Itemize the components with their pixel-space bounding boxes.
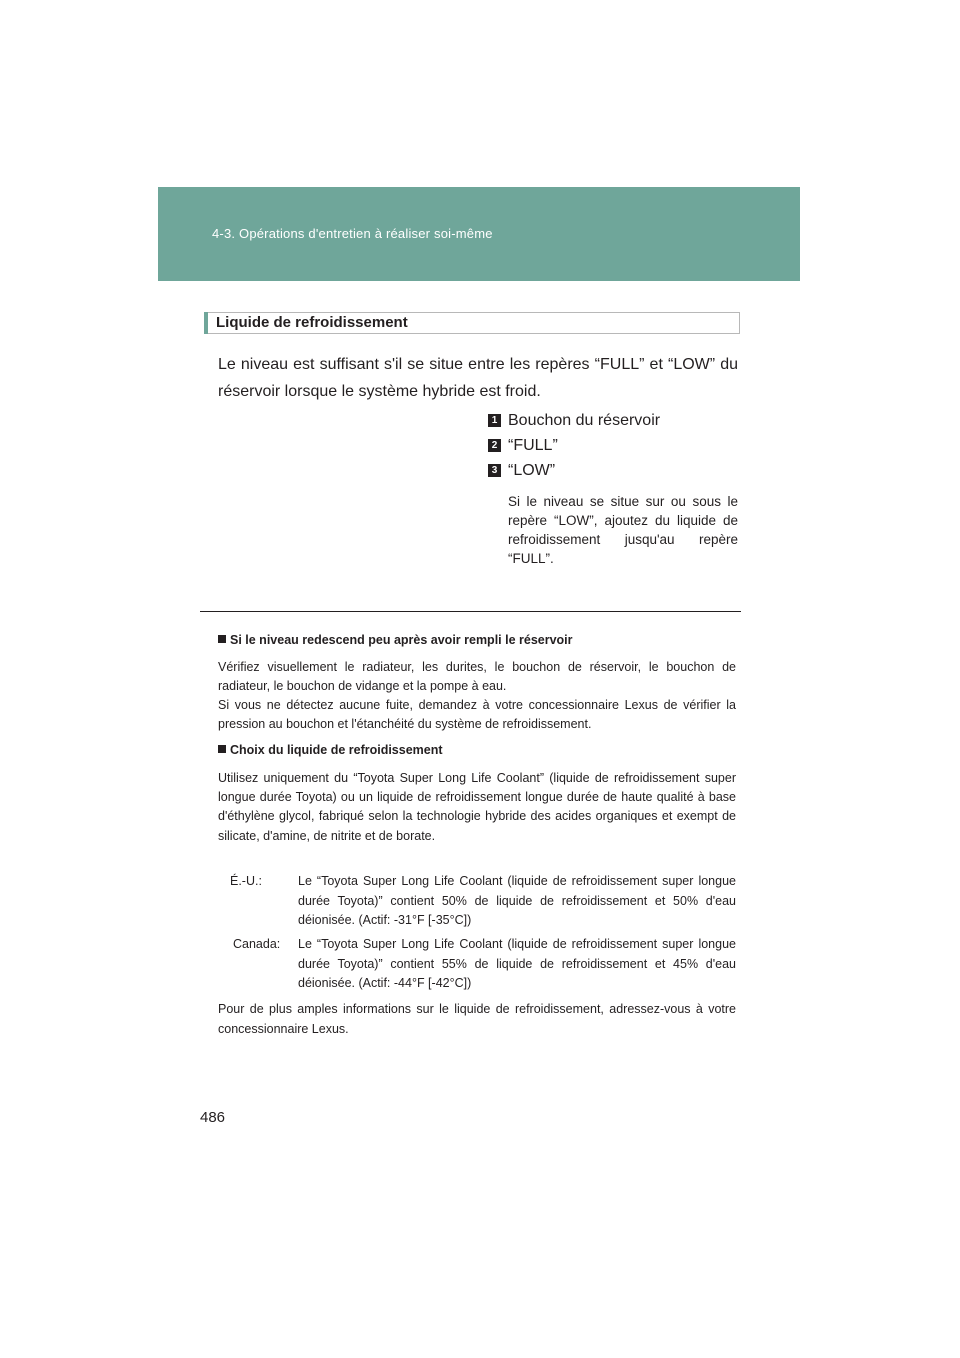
page-number: 486: [200, 1109, 226, 1126]
intro-paragraph: Le niveau est suffisant s'il se situe entre les repères “FULL” et “LOW” du réservoir lorsque le système hybride est froid.: [218, 356, 738, 400]
region-label: Canada:: [233, 937, 281, 951]
subheading-refill: [218, 633, 573, 647]
section-title: 4-3. Opérations d'entretien à réaliser soi-même: [212, 226, 493, 241]
region-text: Le “Toyota Super Long Life Coolant (liquide de refroidissement super longue durée Toyota)” contient 50% de liquide de refroidissement et 50% d'eau déionisée. (Actif: -31°F [-35°C]): [298, 874, 736, 927]
legend-number-badge: 2: [488, 439, 501, 452]
paragraph-coolant-choice: Utilisez uniquement du “Toyota Super Long Life Coolant” (liquide de refroidissement super longue durée Toyota) ou un liquide de refroidissement longue durée de haute qualité à base d'éthylène glycol, fabriqué selon la technologie hybride des acides organiques et exempt de silicate, d'amine, de nitrite et de borate.: [218, 771, 736, 843]
legend-number-badge: 3: [488, 464, 501, 477]
subheading-coolant-choice: [218, 743, 443, 757]
paragraph-refill-check: Vérifiez visuellement le radiateur, les durites, le bouchon de réservoir, le bouchon de radiateur, le bouchon de vidange et la pompe à eau.: [218, 660, 736, 694]
region-label: É.-U.:: [230, 874, 262, 888]
region-canada: [218, 935, 736, 995]
paragraph-refill-dealer: Si vous ne détectez aucune fuite, demandez à votre concessionnaire Lexus de vérifier la pression au bouchon et l'étanchéité du système de refroidissement.: [218, 698, 736, 732]
legend-label: Bouchon du réservoir: [508, 412, 661, 429]
bullet-square-icon: [218, 745, 226, 753]
legend-note: Si le niveau se situe sur ou sous le repère “LOW”, ajoutez du liquide de refroidissement jusqu'au repère “FULL”.: [508, 494, 738, 566]
legend-label: “FULL”: [508, 437, 558, 454]
bullet-square-icon: [218, 635, 226, 643]
region-text: Le “Toyota Super Long Life Coolant (liquide de refroidissement super longue durée Toyota)” contient 55% de liquide de refroidissement et 45% d'eau déionisée. (Actif: -44°F [-42°C]): [298, 937, 736, 990]
heading-box: [204, 312, 740, 334]
divider: [200, 611, 741, 612]
region-usa: [218, 872, 736, 932]
legend-label: “LOW”: [508, 462, 556, 479]
subheading-text: Choix du liquide de refroidissement: [230, 743, 443, 757]
heading-accent-bar: [204, 312, 208, 334]
subheading-text: Si le niveau redescend peu après avoir rempli le réservoir: [230, 633, 573, 647]
paragraph-more-info: Pour de plus amples informations sur le liquide de refroidissement, adressez-vous à votre concessionnaire Lexus.: [218, 1002, 736, 1036]
page-heading: Liquide de refroidissement: [216, 314, 408, 331]
legend-number-badge: 1: [488, 414, 501, 427]
